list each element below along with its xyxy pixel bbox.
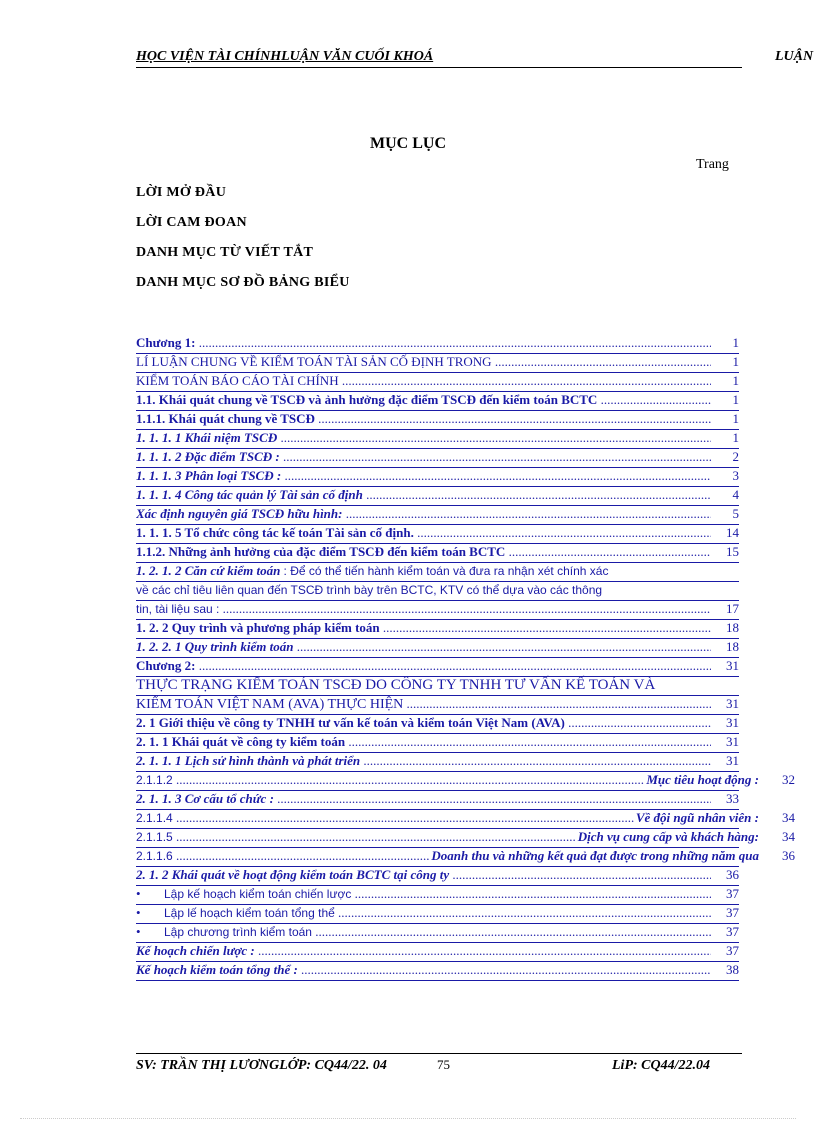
page-column-label: Trang	[696, 157, 729, 172]
toc-entry-title: Xác định nguyên giá TSCĐ hữu hình:	[136, 506, 343, 521]
toc-entry-page: 32	[782, 772, 795, 787]
toc-entry-page: 36	[726, 867, 739, 882]
toc-entry-title: Lập kế hoạch kiểm toán chiến lược	[164, 887, 352, 901]
page-number: 75	[437, 1057, 450, 1072]
toc-entry[interactable]	[136, 620, 739, 639]
toc-entry-title: KIỂM TOÁN VIỆT NAM (AVA) THỰC HIỆN	[136, 697, 404, 712]
toc-entry-title: Lập lế hoạch kiểm toán tổng thể	[164, 906, 335, 920]
toc-entry-title: Chương 1:	[136, 335, 196, 350]
toc-entry-page: 34	[782, 810, 795, 825]
toc-entry-page: 31	[726, 753, 739, 768]
toc-entry-page: 31	[726, 658, 739, 673]
toc-entry[interactable]	[136, 354, 739, 373]
toc-entry-title-right: Về đội ngũ nhân viên :	[635, 810, 759, 825]
toc-entry[interactable]	[136, 335, 739, 354]
toc-entry[interactable]	[136, 772, 795, 791]
toc-entry-page: 31	[726, 715, 739, 730]
toc-entry[interactable]	[136, 962, 739, 981]
toc-entry-page: 37	[726, 886, 739, 901]
toc-entry-page: 37	[726, 924, 739, 939]
toc-entry[interactable]	[136, 791, 739, 810]
toc-entry[interactable]	[136, 658, 739, 677]
toc-entry-title: 2. 1. 2 Khái quát về hoạt động kiểm toán BCTC tại công ty	[136, 867, 450, 882]
toc-entry-page: 3	[732, 468, 739, 483]
toc-entry-title-right: Doanh thu và những kết quả đạt được trong những năm qua	[431, 848, 759, 863]
header-divider	[136, 67, 742, 68]
toc-entry-page: 1	[732, 373, 739, 388]
toc-entry-page: 33	[726, 791, 739, 806]
toc-entry-title: Kế hoạch chiến lược :	[136, 943, 255, 958]
toc-entry[interactable]	[136, 449, 739, 468]
toc-entry-title: Lập chương trình kiểm toán	[164, 925, 312, 939]
toc-entry-title: 2.1.1.6	[136, 849, 173, 863]
bullet-icon: •	[136, 924, 141, 939]
toc-entry[interactable]	[136, 810, 795, 829]
toc-entry-page: 34	[782, 829, 795, 844]
toc-entry-page: 37	[726, 905, 739, 920]
toc-entry[interactable]	[136, 886, 739, 905]
footer-divider	[136, 1053, 742, 1054]
toc-entry[interactable]	[136, 753, 739, 772]
toc-entry[interactable]	[136, 867, 739, 886]
toc-entry-title: 1. 1. 1. 5 Tổ chức công tác kế toán Tài sản cố định.	[136, 525, 414, 540]
toc-entry[interactable]	[136, 487, 739, 506]
toc-entry[interactable]	[136, 373, 739, 392]
toc-entry-page: 18	[726, 639, 739, 654]
toc-entry[interactable]	[136, 696, 739, 715]
toc-entry-page: 37	[726, 943, 739, 958]
toc-entry-page: 5	[732, 506, 739, 521]
toc-entry-page: 2	[732, 449, 739, 464]
toc-entry[interactable]	[136, 601, 739, 620]
toc-entry[interactable]	[136, 582, 739, 601]
toc-entry-title: KIỂM TOÁN BÁO CÁO TÀI CHÍNH	[136, 373, 339, 388]
bullet-icon: •	[136, 905, 141, 920]
toc-entry-title: LÍ LUẬN CHUNG VỀ KIỂM TOÁN TÀI SẢN CỐ ĐỊNH TRONG	[136, 354, 492, 369]
toc-entry[interactable]	[136, 544, 739, 563]
toc-entry-title: 1. 1. 1. 4 Công tác quản lý Tài sản cố định	[136, 487, 363, 502]
toc-entry-title: 2.1.1.2	[136, 773, 173, 787]
toc-entry-page: 31	[726, 734, 739, 749]
toc-entry-title: 2. 1. 1. 1 Lịch sử hình thành và phát triển	[136, 753, 361, 768]
front-matter-item[interactable]: DANH MỤC SƠ ĐỒ BẢNG BIỂU	[136, 275, 350, 290]
toc-entry-title: Kế hoạch kiểm toán tổng thể :	[136, 962, 298, 977]
toc-entry-page: 14	[726, 525, 739, 540]
toc-entry-page: 4	[732, 487, 739, 502]
footer-class: LiP: CQ44/22.04	[612, 1058, 710, 1073]
toc-entry-title: 1. 1. 1. 3 Phân loại TSCĐ :	[136, 468, 282, 483]
toc-entry[interactable]	[136, 715, 739, 734]
toc-entry-title: về các chỉ tiêu liên quan đến TSCĐ trình bày trên BCTC, KTV có thể dựa vào các thông	[136, 583, 603, 597]
toc-entry-page: 18	[726, 620, 739, 635]
toc-entry-page: 15	[726, 544, 739, 559]
toc-entry-page: 1	[732, 411, 739, 426]
toc-entry-title: 2. 1. 1. 3 Cơ cấu tổ chức :	[136, 791, 274, 806]
page-bottom-border	[20, 1118, 796, 1119]
toc-entry[interactable]	[136, 734, 739, 753]
toc-entry-title: 2.1.1.4	[136, 811, 173, 825]
toc-entry[interactable]	[136, 829, 795, 848]
toc-entry[interactable]	[136, 506, 739, 525]
table-of-contents	[136, 335, 795, 981]
toc-entry[interactable]	[136, 848, 795, 867]
front-matter-item[interactable]: DANH MỤC TỪ VIẾT TẮT	[136, 245, 314, 260]
toc-entry-title: 1. 2. 2. 1 Quy trình kiểm toán	[136, 639, 294, 654]
toc-entry-title-right: Mục tiêu hoạt động :	[646, 772, 759, 787]
toc-entry-page: 1	[732, 430, 739, 445]
toc-entry-title: 1.1.2. Những ảnh hưởng của đặc điểm TSCĐ đến kiểm toán BCTC	[136, 544, 506, 559]
toc-entry-title-right: Dịch vụ cung cấp và khách hàng:	[577, 829, 759, 844]
toc-entry-page: 1	[732, 335, 739, 350]
footer-student: SV: TRẦN THỊ LƯƠNGLỚP: CQ44/22. 04	[136, 1058, 387, 1073]
toc-entry[interactable]	[136, 563, 739, 582]
toc-entry[interactable]	[136, 677, 739, 696]
toc-entry-title: 1. 1. 1. 1 Khái niệm TSCĐ	[136, 430, 278, 445]
toc-entry[interactable]	[136, 411, 739, 430]
toc-entry[interactable]	[136, 639, 739, 658]
toc-entry[interactable]	[136, 430, 739, 449]
toc-entry-page: 1	[732, 392, 739, 407]
toc-entry[interactable]	[136, 943, 739, 962]
header-left: HỌC VIỆN TÀI CHÍNHLUẬN VĂN CUỐI KHOÁ	[136, 49, 434, 64]
toc-entry-title: 1. 2. 1. 2 Căn cứ kiểm toán	[136, 563, 281, 578]
toc-entry-page: 36	[782, 848, 795, 863]
toc-entry-title: 2. 1 Giới thiệu về công ty TNHH tư vấn kế toán và kiểm toán Việt Nam (AVA)	[136, 715, 565, 730]
page-title: MỤC LỤC	[370, 135, 446, 152]
front-matter-item[interactable]: LỜI CAM ĐOAN	[136, 215, 247, 230]
toc-entry-title: 2. 1. 1 Khái quát về công ty kiểm toán	[136, 734, 346, 749]
toc-entry-title: Chương 2:	[136, 658, 196, 673]
toc-entry[interactable]	[136, 525, 739, 544]
toc-entry-title: tin, tài liệu sau :	[136, 602, 220, 616]
header-right: LUẬN	[775, 49, 814, 64]
toc-entry-page: 17	[726, 601, 739, 616]
toc-entry[interactable]	[136, 905, 739, 924]
toc-entry-title: THỰC TRẠNG KIỂM TOÁN TSCĐ DO CÔNG TY TNHH TƯ VẤN KẾ TOÁN VÀ	[136, 677, 656, 693]
toc-entry[interactable]	[136, 392, 739, 411]
toc-entry-title: 1. 2. 2 Quy trình và phương pháp kiểm toán	[136, 620, 380, 635]
front-matter-item[interactable]: LỜI MỞ ĐẦU	[136, 185, 227, 200]
bullet-icon: •	[136, 886, 141, 901]
toc-entry[interactable]	[136, 924, 739, 943]
toc-entry-page: 38	[726, 962, 739, 977]
toc-entry-title: 1.1.1. Khái quát chung về TSCĐ	[136, 411, 315, 426]
toc-entry-title: 1. 1. 1. 2 Đặc điểm TSCĐ :	[136, 449, 280, 464]
toc-entry-page: 31	[726, 696, 739, 711]
toc-entry[interactable]	[136, 468, 739, 487]
toc-entry-title: 1.1. Khái quát chung về TSCĐ và ảnh hưởng đặc điểm TSCĐ đến kiểm toán BCTC	[136, 392, 598, 407]
toc-entry-page: 1	[732, 354, 739, 369]
toc-entry-description: : Để có thể tiến hành kiểm toán và đưa ra nhận xét chính xác	[283, 564, 609, 578]
toc-entry-title: 2.1.1.5	[136, 830, 173, 844]
